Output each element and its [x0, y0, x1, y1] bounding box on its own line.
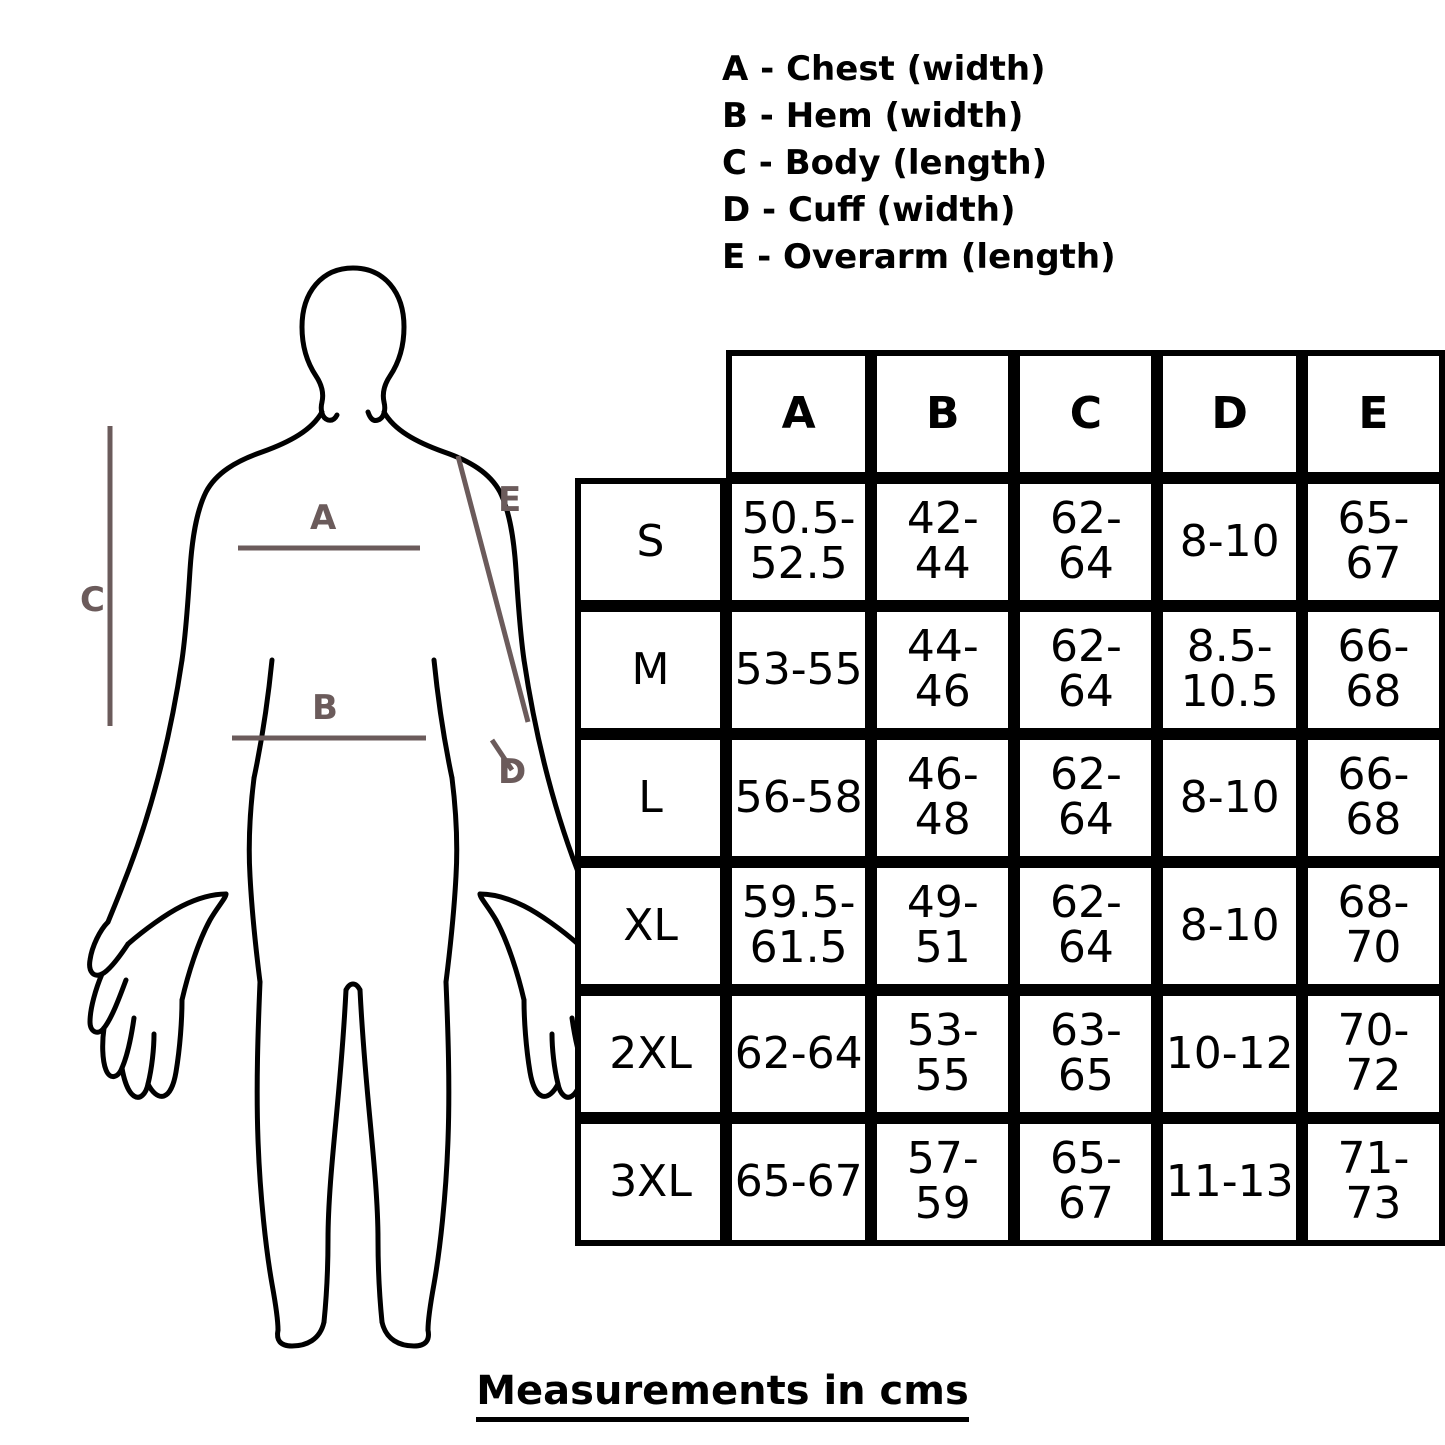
cell-3xl-c: 65-67 — [1014, 1118, 1157, 1246]
row-header-s: S — [575, 478, 726, 606]
body-figure — [40, 230, 640, 1350]
cell-3xl-d: 11-13 — [1157, 1118, 1301, 1246]
cell-s-e: 65-67 — [1302, 478, 1445, 606]
cell-l-e: 66-68 — [1302, 734, 1445, 862]
label-c: C — [80, 580, 105, 620]
row-header-2xl: 2XL — [575, 990, 726, 1118]
label-a: A — [310, 498, 337, 538]
cell-s-c: 62-64 — [1014, 478, 1157, 606]
row-header-m: M — [575, 606, 726, 734]
cell-2xl-b: 53-55 — [871, 990, 1014, 1118]
column-header-b: B — [871, 350, 1014, 478]
legend-line-d: D - Cuff (width) — [722, 189, 1016, 230]
table-row — [575, 862, 1445, 990]
table-row — [575, 478, 1445, 606]
column-header-e: E — [1302, 350, 1445, 478]
legend-line-b: B - Hem (width) — [722, 95, 1024, 136]
cell-m-e: 66-68 — [1302, 606, 1445, 734]
label-b: B — [312, 688, 338, 728]
cell-s-a: 50.5-52.5 — [726, 478, 871, 606]
cell-3xl-e: 71-73 — [1302, 1118, 1445, 1246]
measurement-legend — [722, 46, 1422, 281]
cell-xl-c: 62-64 — [1014, 862, 1157, 990]
table-corner-cell — [575, 350, 726, 478]
column-header-d: D — [1157, 350, 1301, 478]
units-note — [0, 1368, 1445, 1414]
cell-m-a: 53-55 — [726, 606, 871, 734]
row-header-3xl: 3XL — [575, 1118, 726, 1246]
cell-l-c: 62-64 — [1014, 734, 1157, 862]
table-row — [575, 734, 1445, 862]
table-row — [575, 990, 1445, 1118]
row-header-xl: XL — [575, 862, 726, 990]
cell-2xl-d: 10-12 — [1157, 990, 1301, 1118]
label-d: D — [498, 752, 527, 792]
cell-2xl-e: 70-72 — [1302, 990, 1445, 1118]
cell-2xl-a: 62-64 — [726, 990, 871, 1118]
cell-xl-d: 8-10 — [1157, 862, 1301, 990]
cell-xl-b: 49-51 — [871, 862, 1014, 990]
cell-s-b: 42-44 — [871, 478, 1014, 606]
measurement-guides — [40, 230, 640, 1350]
column-header-a: A — [726, 350, 871, 478]
cell-m-d: 8.5-10.5 — [1157, 606, 1301, 734]
cell-3xl-a: 65-67 — [726, 1118, 871, 1246]
row-header-l: L — [575, 734, 726, 862]
cell-2xl-c: 63-65 — [1014, 990, 1157, 1118]
table-header-row — [575, 350, 1445, 478]
column-header-c: C — [1014, 350, 1157, 478]
label-e: E — [498, 480, 522, 520]
cell-3xl-b: 57-59 — [871, 1118, 1014, 1246]
legend-line-a: A - Chest (width) — [722, 49, 1046, 89]
table-row — [575, 1118, 1445, 1246]
legend-line-c: C - Body (length) — [722, 142, 1048, 183]
cell-xl-a: 59.5-61.5 — [726, 862, 871, 990]
units-note-text: Measurements in cms — [476, 1368, 969, 1422]
cell-l-d: 8-10 — [1157, 734, 1301, 862]
size-chart-table — [575, 350, 1445, 1246]
cell-m-c: 62-64 — [1014, 606, 1157, 734]
cell-s-d: 8-10 — [1157, 478, 1301, 606]
cell-l-b: 46-48 — [871, 734, 1014, 862]
legend-line-e: E - Overarm (length) — [722, 236, 1116, 277]
cell-m-b: 44-46 — [871, 606, 1014, 734]
table-row — [575, 606, 1445, 734]
cell-xl-e: 68-70 — [1302, 862, 1445, 990]
cell-l-a: 56-58 — [726, 734, 871, 862]
